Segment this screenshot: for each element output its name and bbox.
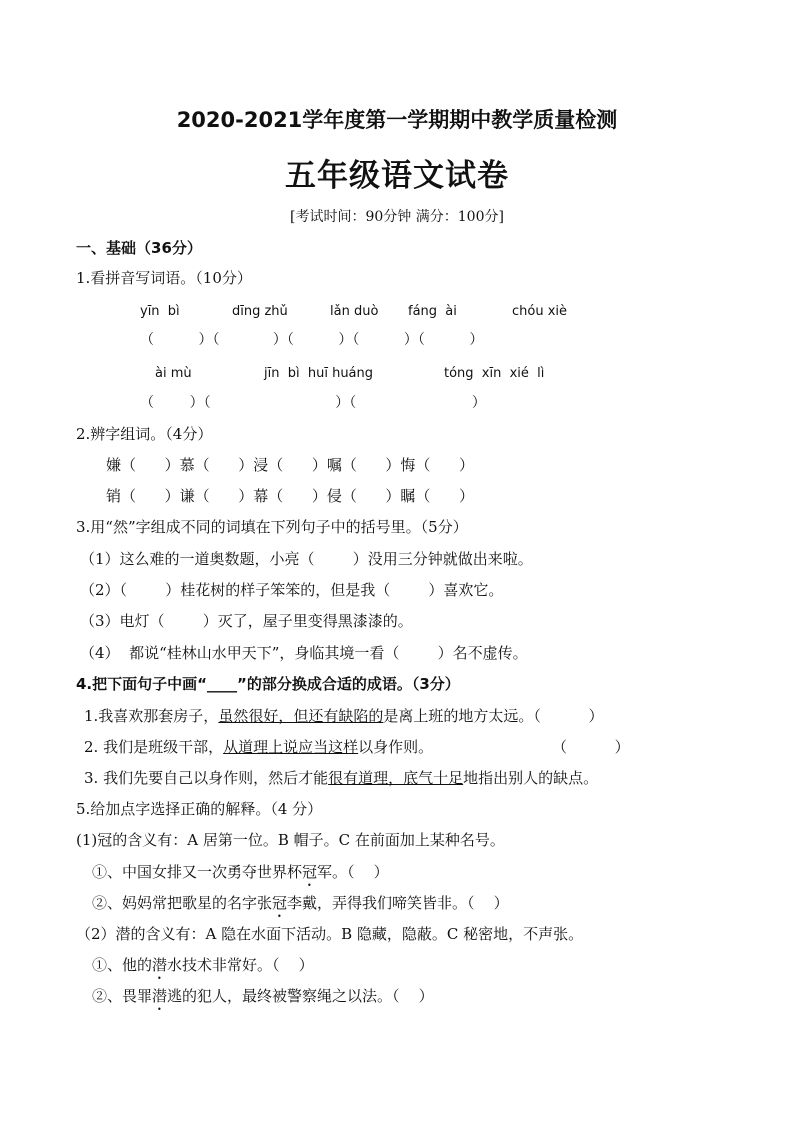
q4-title: 4.把下面句子中画“____”的部分换成合适的成语。（3分） [76,675,460,693]
q4-s3-tail: 地指出别人的缺点。 [463,769,599,787]
q5-p1b-text: ②、妈妈常把歌星的名字张 [92,894,273,912]
q3-item-1[interactable]: （1）这么难的一道奥数题，小亮（ ）没用三分钟就做出来啦。 [80,550,533,568]
q5-p2b-dotted-char: 潜 [152,987,168,1005]
q1-pinyin-5: chóu xiè [512,304,568,319]
q1-blanks-2[interactable]: （ ）（ ）（ ） [140,395,486,411]
q1-blanks-1[interactable]: （ ）（ ）（ ）（ ）（ ） [140,332,484,348]
q4-s2-text: 2. 我们是班级干部， [84,738,224,756]
exam-info: [考试时间：90分钟 满分：100分] [290,209,504,225]
q4-s3-text: 3. 我们先要自己以身作则，然后才能 [84,769,329,787]
q1-pinyin-6: ài mù [155,366,192,381]
q5-p2-item-a[interactable] [92,955,314,983]
q5-p1a-text: ①、中国女排又一次勇夺世界杯 [92,863,303,881]
q5-title: 5.给加点字选择正确的解释。（4 分） [76,800,323,818]
q5-p1-definition: (1)冠的含义有：A 居第一位。B 帽子。C 在前面加上某种名号。 [76,831,505,849]
q1-pinyin-3: lǎn duò [330,304,379,319]
q1-title: 1.看拼音写词语。（10分） [76,269,252,287]
section-heading: 一、基础（36分） [76,239,202,257]
q4-s2-tail: 以身作则。 [358,738,434,756]
q3-title: 3.用“然”字组成不同的词填在下列句子中的括号里。（5分） [76,518,468,536]
q1-pinyin-8: tóng xīn xié lì [444,366,545,381]
q4-s1-text: 1.我喜欢那套房子， [84,707,219,725]
q5-p2-definition: （2）潜的含义有：A 隐在水面下活动。B 隐藏，隐蔽。C 秘密地，不声张。 [76,925,584,943]
q2-row-1[interactable]: 嫌（ ）慕（ ）浸（ ）嘱（ ）悔（ ） [106,456,475,474]
q5-p1a-tail: 军。（ ） [317,863,389,881]
q5-p2a-dotted-char: 潜 [152,956,168,974]
q4-sentence-1[interactable] [84,706,604,726]
q4-s2-blank[interactable]: （ ） [552,738,630,756]
q5-p1-item-a[interactable] [92,862,389,890]
q3-item-2[interactable]: （2）（ ）桂花树的样子笨笨的，但是我（ ）喜欢它。 [80,581,504,599]
q4-s1-underlined: 虽然很好，但还有缺陷的 [218,707,384,725]
q2-row-2[interactable]: 销（ ）谦（ ）幕（ ）侵（ ）瞩（ ） [106,487,475,505]
q4-sentence-3[interactable] [84,768,598,788]
q1-pinyin-4: fáng ài [408,304,457,319]
q5-p2a-text: ①、他的 [92,956,153,974]
exam-title: 2020-2021学年度第一学期期中教学质量检测 [176,108,618,132]
q4-s2-underlined: 从道理上说应当这样 [223,738,359,756]
q5-p1a-dotted-char: 冠 [302,863,318,881]
q4-s1-tail: 是离上班的地方太远。（ ） [383,707,604,725]
q5-p2-item-b[interactable] [92,986,434,1014]
q5-p1-item-b[interactable] [92,893,509,921]
q3-item-3[interactable]: （3）电灯（ ）灭了，屋子里变得黑漆漆的。 [80,612,413,630]
q3-item-4[interactable]: （4） 都说“桂林山水甲天下”，身临其境一看（ ）名不虚传。 [80,644,528,662]
q1-pinyin-1: yīn bì [140,304,180,319]
q5-p2a-tail: 水技术非常好。（ ） [167,956,314,974]
q4-sentence-2[interactable] [84,737,433,757]
exam-subtitle: 五年级语文试卷 [285,158,509,194]
q1-pinyin-2: dīng zhǔ [232,304,288,319]
q5-p1b-tail: 李戴，弄得我们啼笑皆非。（ ） [287,894,509,912]
q5-p2b-tail: 逃的犯人，最终被警察绳之以法。（ ） [167,987,434,1005]
q2-title: 2.辨字组词。（4分） [76,425,213,443]
q5-p1b-dotted-char: 冠 [272,894,288,912]
q5-p2b-text: ②、畏罪 [92,987,153,1005]
q4-s3-underlined: 很有道理，底气十足 [328,769,464,787]
q1-pinyin-7: jīn bì huī huáng [264,366,374,381]
